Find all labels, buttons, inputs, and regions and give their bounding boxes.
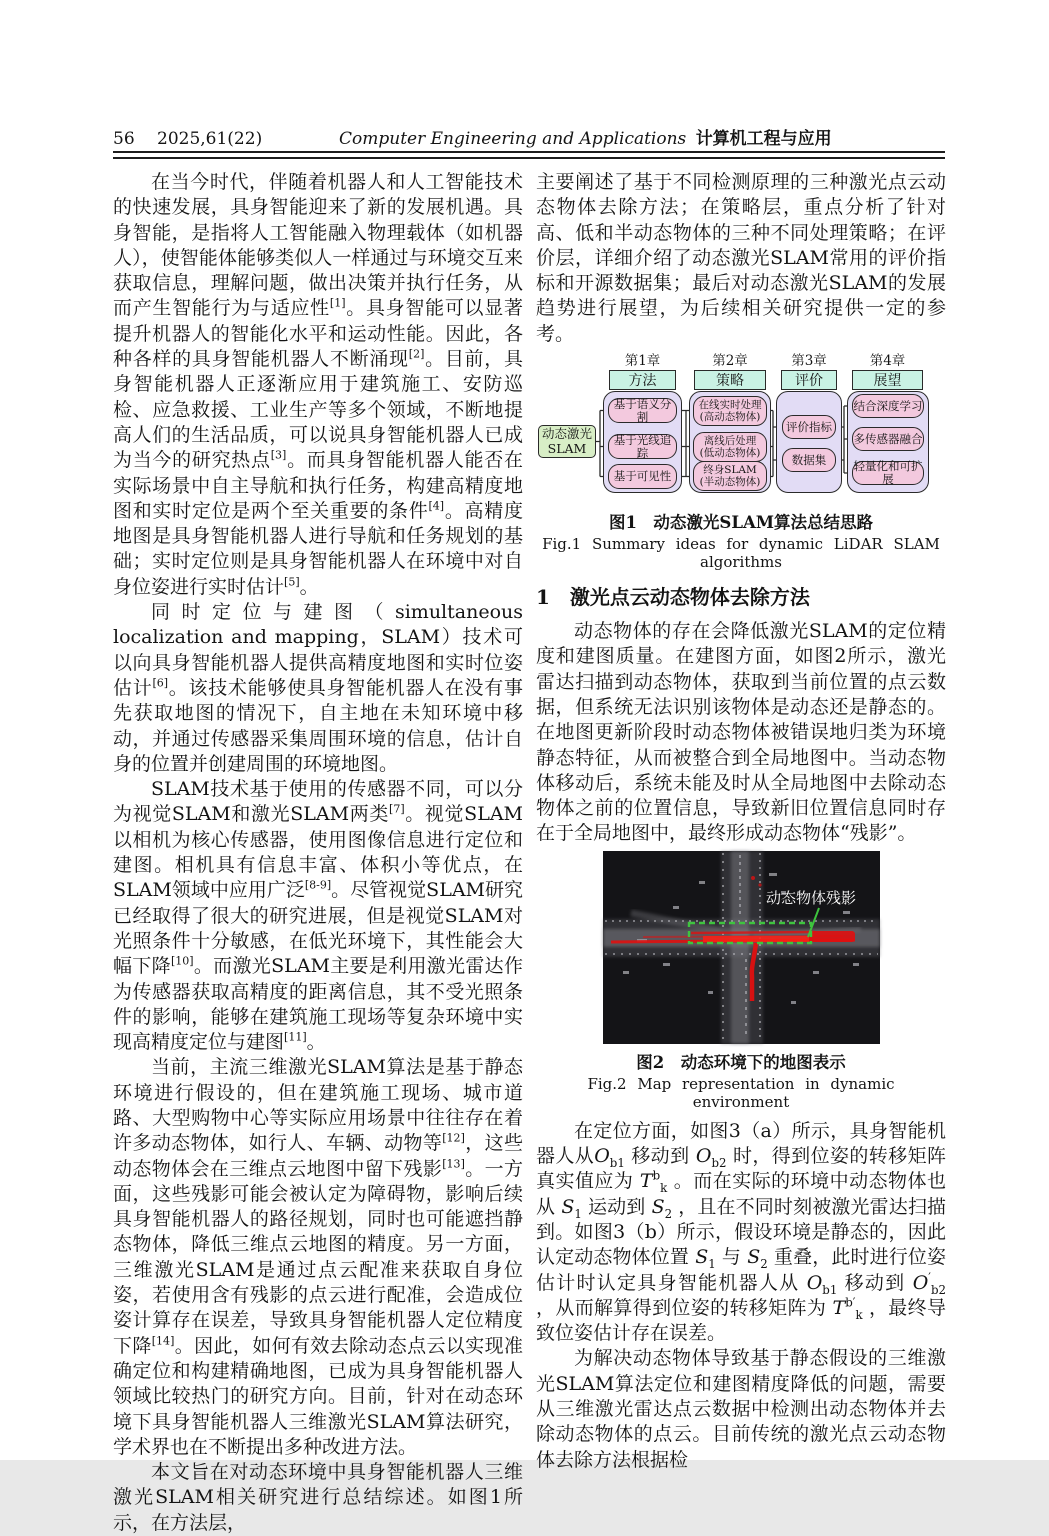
flow-header-outlook: 展望 [852,370,923,390]
section1-title: 激光点云动态物体去除方法 [569,585,810,610]
flow-root-node: 动态激光 SLAM [538,425,596,458]
paragraph-localization-impact: 在定位方面，如图3（a）所示，具身智能机器人从$O_{b1}$ 移动到 $O_{b2}$ 时，得到位姿的转移矩阵真实值应为 $T^b_k$ 。而在实际的环境中动态物体也从 $S_1$ 运动到 $S_2$ ，且在不同时刻被激光雷达扫描到。如图3（b）所示，假设环境是静态的，因此认定动态物体位置 $S_1$ 与 $S_2$ 重叠，此时进行位姿估计时认定具身智能机器人从 $O_{b1}$ 移动到 $O'_{b2}$ ，从而解算得到位姿的转移矩阵为 $T^{b'}_k$ ，最终导致位姿估计存在误差。 [536,1119,946,1345]
figure1-caption-english: Fig.1 Summary ideas for dynamic LiDAR SLAM algorithms [542,535,940,572]
flow-item-multisensor-fusion: 多传感器融合 [852,427,924,451]
flow-item-ray-tracing: 基于光线追踪 [608,434,677,459]
paragraph-survey-scope-continued: 主要阐述了基于不同检测原理的三种激光点云动态物体去除方法；在策略层，重点分析了针对高、低和半动态物体的三种不同处理策略；在评价层，详细介绍了动态激光SLAM常用的评价指标和开源数据集；最后对动态激光SLAM的发展趋势进行展望，为后续相关研究提供一定的参考。 [536,171,946,345]
chapter4-label: 第4章 [869,353,906,370]
journal-title-english: Computer Engineering and Applications [339,129,687,149]
paragraph-dynamic-problem: 当前，主流三维激光SLAM算法是基于静态环境进行假设的，但在建筑施工现场、城市道路、大型购物中心等实际应用场景中往往存在着许多动态物体，如行人、车辆、动物等[12]，这些动态物体会在三维点云地图中留下残影[13]。一方面，这些残影可能会被认定为障碍物，影响后续具身智能机器人的路径规划，同时也可能遮挡静态物体，降低三维点云地图的精度。另一方面，三维激光SLAM是通过点云配准来获取自身位姿，若使用含有残影的点云进行配准，会造成位姿计算存在误差，导致具身智能机器人定位精度下降[14]。因此，如何有效去除动态点云以实现准确定位和构建精确地图，已成为具身智能机器人领域比较热门的研究方向。目前，针对在动态环境下具身智能机器人三维激光SLAM算法研究，学术界也在不断提出多种改进方法。 [113,1056,523,1458]
figure2-caption-chinese: 图2 动态环境下的地图表示 [636,1052,846,1072]
flow-group-evaluation [776,391,842,493]
flow-item-offline-postprocessing: 离线后处理 (低动态物体) [693,432,767,462]
chapter2-label: 第2章 [712,353,748,370]
page-body [113,170,946,1536]
paragraph-survey-scope: 本文旨在对动态环境中具身智能机器人三维激光SLAM相关研究进行总结综述。如图1所示，在方法层， [113,1461,523,1534]
flow-item-online-processing: 在线实时处理 (高动态物体) [693,396,767,426]
fig2-ghost-core [703,936,809,942]
header-double-rule [113,151,945,159]
chapter3-label: 第3章 [791,353,827,370]
flow-item-visibility: 基于可见性 [608,464,677,489]
paragraph-mapping-impact: 动态物体的存在会降低激光SLAM的定位精度和建图质量。在建图方面，如图2所示，激光雷达扫描到动态物体，获取到当前位置的点云数据，但系统无法识别该物体是动态还是静态的。在地图更新阶段时动态物体被错误地归类为环境静态特征，从而被整合到全局地图中。当动态物体移动后，系统未能及时从全局地图中去除动态物体之前的位置信息，导致新旧位置信息同时存在于全局地图中，最终形成动态物体“残影”。 [536,620,946,845]
figure2-caption-english: Fig.2 Map representation in dynamic environment [587,1074,895,1111]
fig2-ghost-blob [809,931,855,942]
section1-number: 1 [536,585,550,610]
paragraph-slam-definition: 同时定位与建图（simultaneous localization and mapping，SLAM）技术可以向具身智能机器人提供高精度地图和实时位姿估计[6]。该技术能够使具身智能机器人在没有事先获取地图的情况下，自主地在未知环境中移动，并通过传感器采集周围环境的信息，估计自身的位置并创建周围的环境地图。 [113,601,523,775]
flow-item-deep-learning: 结合深度学习 [852,394,924,418]
paragraph-solution-intro: 为解决动态物体导致基于静态假设的三维激光SLAM算法定位和建图精度降低的问题，需要从三维激光雷达点云数据中检测出动态物体并去除动态物体的点云。目前传统的激光点云动态物体去除方法根据检 [536,1347,946,1471]
right-column [536,170,946,1536]
flow-item-datasets: 数据集 [782,448,836,472]
section1-heading [536,581,946,610]
journal-title-chinese: 计算机工程与应用 [695,129,832,149]
figure2-map-image [603,851,880,1044]
fig2-ghost-label: 动态物体残影 [765,888,856,907]
left-column [113,170,523,1536]
paragraph-visual-vs-lidar: SLAM技术基于使用的传感器不同，可以分为视觉SLAM和激光SLAM两类[7]。视觉SLAM以相机为核心传感器，使用图像信息进行定位和建图。相机具有信息丰富、体积小等优点，在SLAM领域中应用广泛[8-9]。尽管视觉SLAM研究已经取得了很大的研究进展，但是视觉SLAM对光照条件十分敏感，在低光环境下，其性能会大幅下降[10]。而激光SLAM主要是利用激光雷达作为传感器获取高精度的距离信息，其不受光照条件的影响，能够在建筑施工现场等复杂环境中实现高精度定位与建图[11]。 [113,778,523,1054]
flow-item-lifelong-slam: 终身SLAM (半动态物体) [693,461,767,491]
flow-item-semantic-segmentation: 基于语义分割 [608,398,677,423]
issue-info: 2025,61(22) [157,129,263,149]
chapter1-label: 第1章 [624,353,661,370]
page-header [113,124,945,149]
flow-header-strategies: 策略 [694,370,766,390]
page-number: 56 [113,129,135,149]
paragraph-intro: 在当今时代，伴随着机器人和人工智能技术的快速发展，具身智能迎来了新的发展机遇。具身智能，是指将人工智能融入物理载体（如机器人），使智能体能够类似人一样通过与环境交互来获取信息，理解问题，做出决策并执行任务，从而产生智能行为与适应性[1]。具身智能可以显著提升机器人的智能化水平和运动性能。因此，各种各样的具身智能机器人不断涌现[2]。目前，具身智能机器人正逐渐应用于建筑施工、安防巡检、应急救援、工业生产等多个领域，不断地提高人们的生活品质，可以说具身智能机器人已成为当今的研究热点[3]。而具身智能机器人能否在实际场景中自主导航和执行任务，构建高精度地图和实时定位是两个至关重要的条件[4]。高精度地图是具身智能机器人进行导航和任务规划的基础；实时定位则是具身智能机器人在环境中对自身位姿进行实时估计[5]。 [113,171,523,598]
figure1-flowchart [536,354,946,504]
flow-item-evaluation-metrics: 评价指标 [782,415,836,439]
flow-header-methods: 方法 [609,370,676,390]
flow-header-evaluation: 评价 [781,370,837,390]
journal-title [339,124,832,149]
figure1-caption-chinese: 图1 动态激光SLAM算法总结思路 [608,513,874,533]
flow-item-lightweight-scalable: 轻量化和可扩展 [853,459,923,487]
